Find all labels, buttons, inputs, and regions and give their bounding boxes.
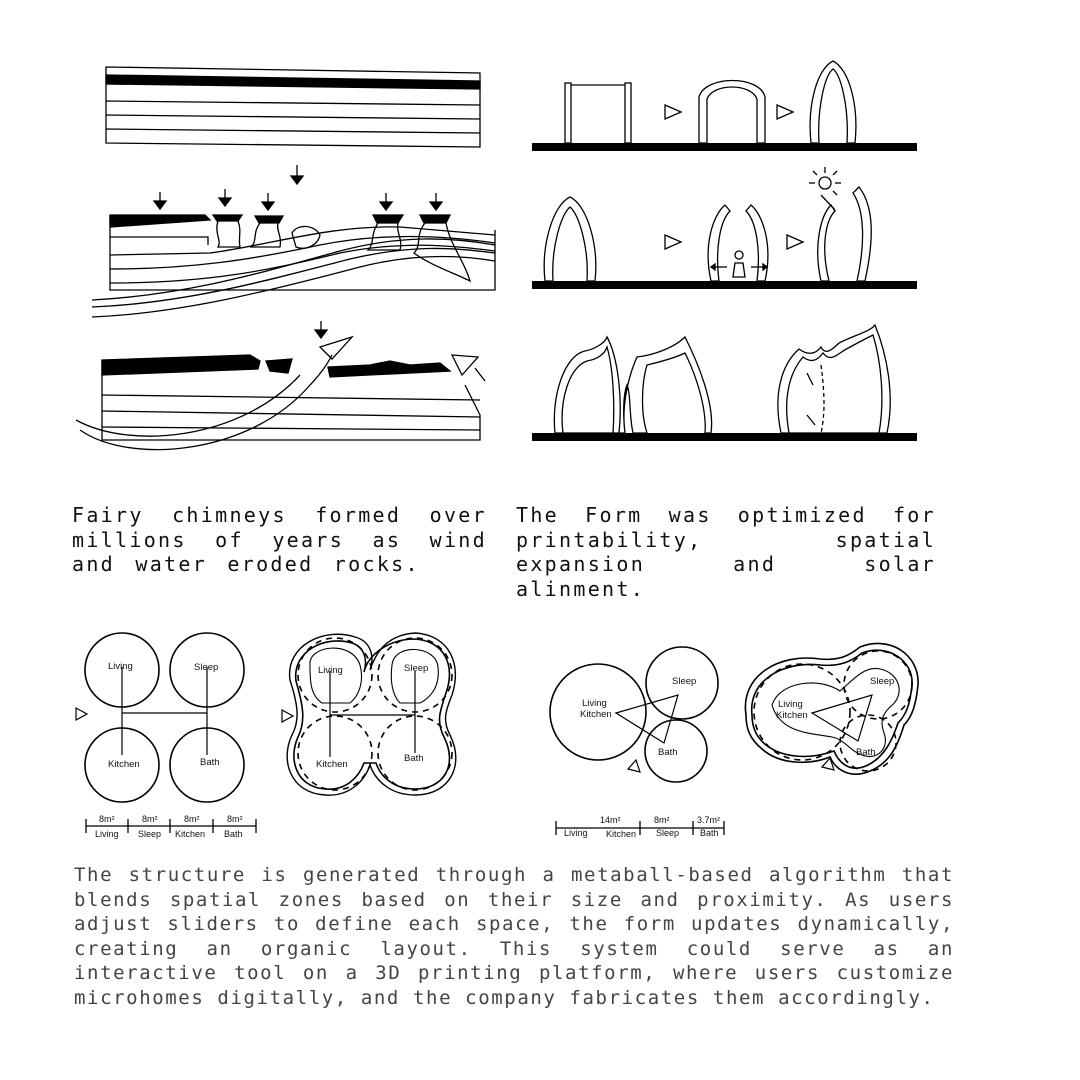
scale-label-2: Sleep: [138, 829, 162, 839]
person-icon: [733, 251, 745, 277]
layout-b-diagram: [540, 625, 940, 845]
metaball-blob-a: [287, 633, 456, 795]
erosion-caption: Fairy chimneys formed over millions of years as wind and water eroded rocks.: [72, 503, 487, 576]
form-row-2: [532, 167, 917, 289]
room-label-sleep-b: Sleep: [672, 676, 697, 687]
layout-a-diagram: [70, 625, 490, 845]
scale-area-2: 8m²: [142, 814, 158, 824]
scale-area-1: 8m²: [99, 814, 115, 824]
blob-label-bath-b: Bath: [856, 747, 876, 758]
room-circles-a: [85, 633, 244, 802]
sun-icon: [809, 167, 841, 195]
scale-area-4: 8m²: [227, 814, 243, 824]
scale-b-label-4: Bath: [700, 828, 719, 838]
triangle-arrow-icon: [282, 710, 293, 722]
scale-b-area-4: 3.7m²: [697, 815, 721, 825]
form-optimization-diagram: [525, 55, 925, 455]
rock-strata-block: [106, 67, 480, 147]
blob-label-kitchen-b: Kitchen: [776, 710, 808, 721]
scale-b-label-2: Kitchen: [606, 829, 637, 839]
room-label-kitchen-b: Kitchen: [580, 709, 612, 720]
scale-b-label-3: Sleep: [656, 828, 680, 838]
room-label-kitchen: Kitchen: [108, 759, 140, 770]
scale-b-label-1: Living: [564, 828, 588, 838]
scale-area-3: 8m²: [184, 814, 200, 824]
blob-label-living: Living: [318, 665, 343, 676]
blob-label-sleep-b: Sleep: [870, 676, 895, 687]
down-arrow-icon: [291, 165, 303, 184]
weathered-rock-block: [76, 337, 485, 450]
down-arrow-icon: [154, 189, 442, 210]
triangle-arrow-icon: [628, 760, 640, 772]
blob-label-kitchen: Kitchen: [316, 759, 348, 770]
triangle-arrow-icon: [76, 708, 87, 720]
area-scale-bar-b: [556, 815, 724, 839]
form-caption: The Form was optimized for printability, spatial expansion and solar alinment.: [516, 503, 936, 601]
room-label-living: Living: [108, 661, 133, 672]
form-row-3: [532, 325, 917, 441]
room-label-living-b: Living: [582, 698, 607, 709]
scale-label-1: Living: [95, 829, 119, 839]
scale-b-area-1: 14m²: [600, 815, 621, 825]
room-label-sleep: Sleep: [194, 662, 219, 673]
room-label-bath: Bath: [200, 757, 220, 768]
eroded-rock-layer: [92, 215, 495, 317]
erosion-diagram: [70, 55, 510, 465]
down-arrow-icon: [315, 321, 327, 338]
blob-label-bath: Bath: [404, 753, 424, 764]
scale-label-4: Bath: [224, 829, 243, 839]
room-label-bath-b: Bath: [658, 747, 678, 758]
form-row-1: [532, 61, 917, 151]
blob-label-living-b: Living: [778, 699, 803, 710]
algorithm-caption: The structure is generated through a metaball-based algorithm that blends spatial zones based on their size and proximity. As users adjust sliders to define each space, the form updates dynamically, creating an organic layout. This system could serve as an interactive tool on a 3D printing platform, where users customize microhomes digitally, and the company fabricates them accordingly.: [74, 864, 954, 1009]
metaball-blob-b: [745, 643, 918, 774]
blob-label-sleep: Sleep: [404, 663, 429, 674]
area-scale-bar-a: [86, 814, 256, 839]
scale-label-3: Kitchen: [175, 829, 206, 839]
scale-b-area-3: 8m²: [654, 815, 670, 825]
